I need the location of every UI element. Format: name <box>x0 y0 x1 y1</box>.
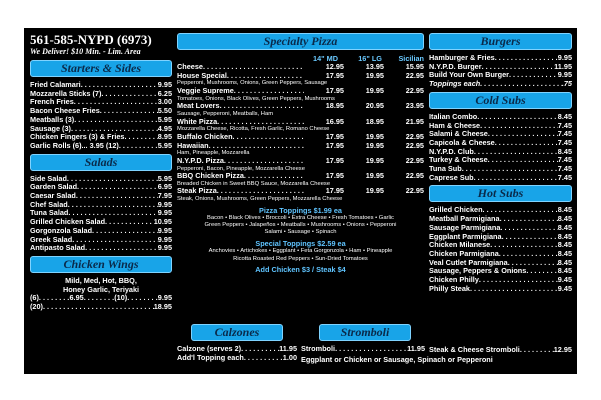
item-price: 5.95 <box>157 173 172 183</box>
pizza-desc: Tomatoes, Onions, Black Olives, Green Peppers, Mushrooms <box>177 95 335 102</box>
pizza-item: Veggie Supreme . . . 17.95 19.95 22.95 <box>177 87 424 96</box>
menu-board <box>24 28 577 374</box>
size-sicilian: Sicilian <box>398 54 424 63</box>
item-name: Grilled Chicken Salad <box>30 217 106 227</box>
pizza-desc: Pepperoni, Bacon, Pineapple, Mozzarella Cheese <box>177 165 305 172</box>
item-price: 9.95 <box>157 80 172 89</box>
menu-item <box>30 142 172 151</box>
stromboli-options: Eggplant or Chicken or Sausage, Spinach or Pepperoni <box>301 355 493 364</box>
item-price: 9.95 <box>157 243 172 253</box>
menu-item: Sausage, Peppers & Onions . . . 8.45 <box>429 267 572 276</box>
wings-banner: Chicken Wings <box>30 256 172 273</box>
item-price: 6.25 <box>157 88 172 98</box>
toppings-title: Pizza Toppings $1.99 ea <box>259 205 342 215</box>
hot-subs-banner: Hot Subs <box>429 185 572 202</box>
menu-item: Calzone (serves 2) . . . 11.95 <box>177 345 297 354</box>
menu-item: Veal Cutlet Parmigiana . . . 8.45 <box>429 259 572 268</box>
item-name: Chicken Fingers (3) & Fries <box>30 132 125 142</box>
calzones-banner: Calzones <box>191 324 283 341</box>
menu-item: Philly Steak . . . 9.45 <box>429 285 572 294</box>
item-price: 9.95 <box>157 225 172 235</box>
size-lg: 16" LG <box>358 54 382 63</box>
burgers-banner: Burgers <box>429 33 572 50</box>
item-name: Tuna Salad <box>30 208 69 218</box>
menu-item: Add'l Topping each . . . 1.00 <box>177 354 297 363</box>
stromboli-banner: Stromboli <box>319 324 411 341</box>
menu-item: Hamburger & Fries . . . 9.95 <box>429 54 572 63</box>
wings-row-1: (6) . . . 6.95 . . . (10) . . . 9.95 <box>30 294 172 303</box>
item-name: Bacon Cheese Fries <box>30 106 100 116</box>
toppings-line: Bacon • Black Olives • Broccoli • Extra Cheese • Fresh Tomatoes • Garlic <box>207 214 394 221</box>
pizza-item: White Pizza . . . 16.95 18.95 21.95 <box>177 118 424 127</box>
toppings-line: Green Peppers • Jalapeños • Meatballs • Mushrooms • Onions • Pepperoni <box>204 221 397 228</box>
item-name: Mozzarella Sticks (7) <box>30 88 102 98</box>
calzones-section <box>177 324 297 362</box>
pizza-desc: Pepperoni, Mushrooms, Onions, Green Peppers, Sausage <box>177 80 328 87</box>
pizza-size-headers <box>177 54 424 63</box>
menu-item: Ham & Cheese . . . 7.45 <box>429 122 572 131</box>
wings-row-2: (20) . . . 18.95 <box>30 303 172 312</box>
toppings-line: Salami • Sausage • Spinach <box>264 229 337 236</box>
item-price: 8.95 <box>157 132 172 142</box>
menu-item: Capicola & Cheese . . . 7.45 <box>429 139 572 148</box>
salads-banner: Salads <box>30 154 172 171</box>
menu-item: Chicken Philly . . . 9.45 <box>429 276 572 285</box>
pizza-banner: Specialty Pizza <box>177 33 424 50</box>
menu-item: Salami & Cheese . . . 7.45 <box>429 130 572 139</box>
item-price: 3.00 <box>157 97 172 107</box>
item-price: 7.95 <box>157 191 172 201</box>
menu-item: Toppings each . . . .75 <box>429 80 572 89</box>
delivery-note: We Deliver! $10 Min. - Lim. Area <box>30 47 141 56</box>
pizza-item: House Special . . . 17.95 19.95 22.95 <box>177 72 424 81</box>
special-toppings-line: Ricotta Roasted Red Peppers • Sun-Dried Tomatoes <box>233 255 368 262</box>
menu-item: Eggplant Parmigiana . . . 8.45 <box>429 233 572 242</box>
menu-item: Tuna Sub . . . 7.45 <box>429 165 572 174</box>
starters-list <box>30 81 172 151</box>
steak-stromboli-item: Steak & Cheese Stromboli . . . 12.95 <box>429 346 572 355</box>
item-price: 9.95 <box>157 234 172 244</box>
right-column <box>429 28 572 354</box>
item-price: 5.95 <box>157 114 172 124</box>
menu-item: Chicken Parmigiana . . . 8.45 <box>429 250 572 259</box>
pizza-desc: Sausage, Pepperoni, Meatballs, Ham <box>177 111 274 117</box>
menu-item: Caprese Sub . . . 7.45 <box>429 174 572 183</box>
menu-item: Italian Combo . . . 8.45 <box>429 113 572 122</box>
item-price: 6.95 <box>157 182 172 192</box>
menu-item <box>30 244 172 253</box>
item-name: Sausage (3) <box>30 123 71 133</box>
pizza-desc: Breaded Chicken in Sweet BBQ Sauce, Mozzarella Cheese <box>177 180 331 187</box>
left-column <box>30 28 172 312</box>
cold-subs-banner: Cold Subs <box>429 92 572 109</box>
item-name: Antipasto Salad <box>30 243 86 253</box>
size-md: 14" MD <box>313 54 338 63</box>
item-name: Meatballs (3) <box>30 114 75 124</box>
pizza-item: N.Y.P.D. Pizza . . . 17.95 19.95 22.95 <box>177 157 424 166</box>
pizza-desc: Steak, Onions, Mushrooms, Green Peppers, Mozzarella Cheese <box>177 196 343 203</box>
pizza-item: Steak Pizza . . . 17.95 19.95 22.95 <box>177 187 424 196</box>
pizza-item: Cheese . . . 12.95 13.95 15.95 <box>177 63 424 72</box>
phone-number[interactable]: 561-585-NYPD (6973) <box>30 32 152 47</box>
pizza-item: Meat Lovers . . . 18.95 20.95 23.95 <box>177 102 424 111</box>
special-toppings-title: Special Toppings $2.59 ea <box>255 239 346 249</box>
pizza-item: Hawaiian . . . 17.95 19.95 22.95 <box>177 142 424 151</box>
menu-item: Sausage Parmigiana . . . 8.45 <box>429 224 572 233</box>
item-name: Fried Calamari <box>30 80 81 89</box>
item-price: 9.95 <box>157 208 172 218</box>
menu-item: Chicken Milanese . . . 8.45 <box>429 241 572 250</box>
center-column <box>177 28 493 364</box>
item-name: Chef Salad <box>30 199 68 209</box>
wing-flavors: Mild, Med, Hot, BBQ, <box>65 275 137 285</box>
item-price: 5.95 <box>157 140 172 150</box>
item-name: Gorgonzola Salad <box>30 225 93 235</box>
item-price: 5.50 <box>157 106 172 116</box>
menu-item: N.Y.P.D. Club . . . 8.45 <box>429 148 572 157</box>
item-name: Garden Salad <box>30 182 78 192</box>
pizza-desc: Ham, Pineapple, Mozzarella <box>177 150 250 157</box>
add-protein-line: Add Chicken $3 / Steak $4 <box>255 264 346 274</box>
item-price: 10.95 <box>153 217 172 227</box>
wing-flavors-2: Honey Garlic, Teriyaki <box>62 284 140 294</box>
starters-banner: Starters & Sides <box>30 60 172 77</box>
item-name: Side Salad <box>30 173 67 183</box>
salads-list <box>30 175 172 253</box>
menu-item: N.Y.P.D. Burger . . . 11.95 <box>429 63 572 72</box>
item-name: Garlic Rolls (6)... 3.95 (12) <box>30 140 119 150</box>
pizza-item: Buffalo Chicken . . . 17.95 19.95 22.95 <box>177 133 424 142</box>
menu-item: Stromboli . . . 11.95 <box>301 345 425 354</box>
item-name: Greek Salad <box>30 234 73 244</box>
item-price: 4.95 <box>157 123 172 133</box>
menu-item: Grilled Chicken . . . 8.45 <box>429 206 572 215</box>
pizza-list <box>177 63 424 203</box>
item-name: French Fries <box>30 97 74 107</box>
item-price: 9.95 <box>157 199 172 209</box>
stromboli-section <box>301 324 425 354</box>
menu-item: Turkey & Cheese . . . 7.45 <box>429 156 572 165</box>
special-toppings-line: Anchovies • Artichokes • Eggplant • Feta Gorgonzola • Ham • Pineapple <box>208 248 393 255</box>
menu-item: Meatball Parmigiana . . . 8.45 <box>429 215 572 224</box>
item-name: Caesar Salad <box>30 191 76 201</box>
menu-item: Build Your Own Burger . . . 9.95 <box>429 71 572 80</box>
pizza-desc: Mozzarella Cheese, Ricotta, Fresh Garlic, Romano Cheese <box>177 126 330 133</box>
pizza-item: BBQ Chicken Pizza . . . 17.95 19.95 22.95 <box>177 172 424 181</box>
